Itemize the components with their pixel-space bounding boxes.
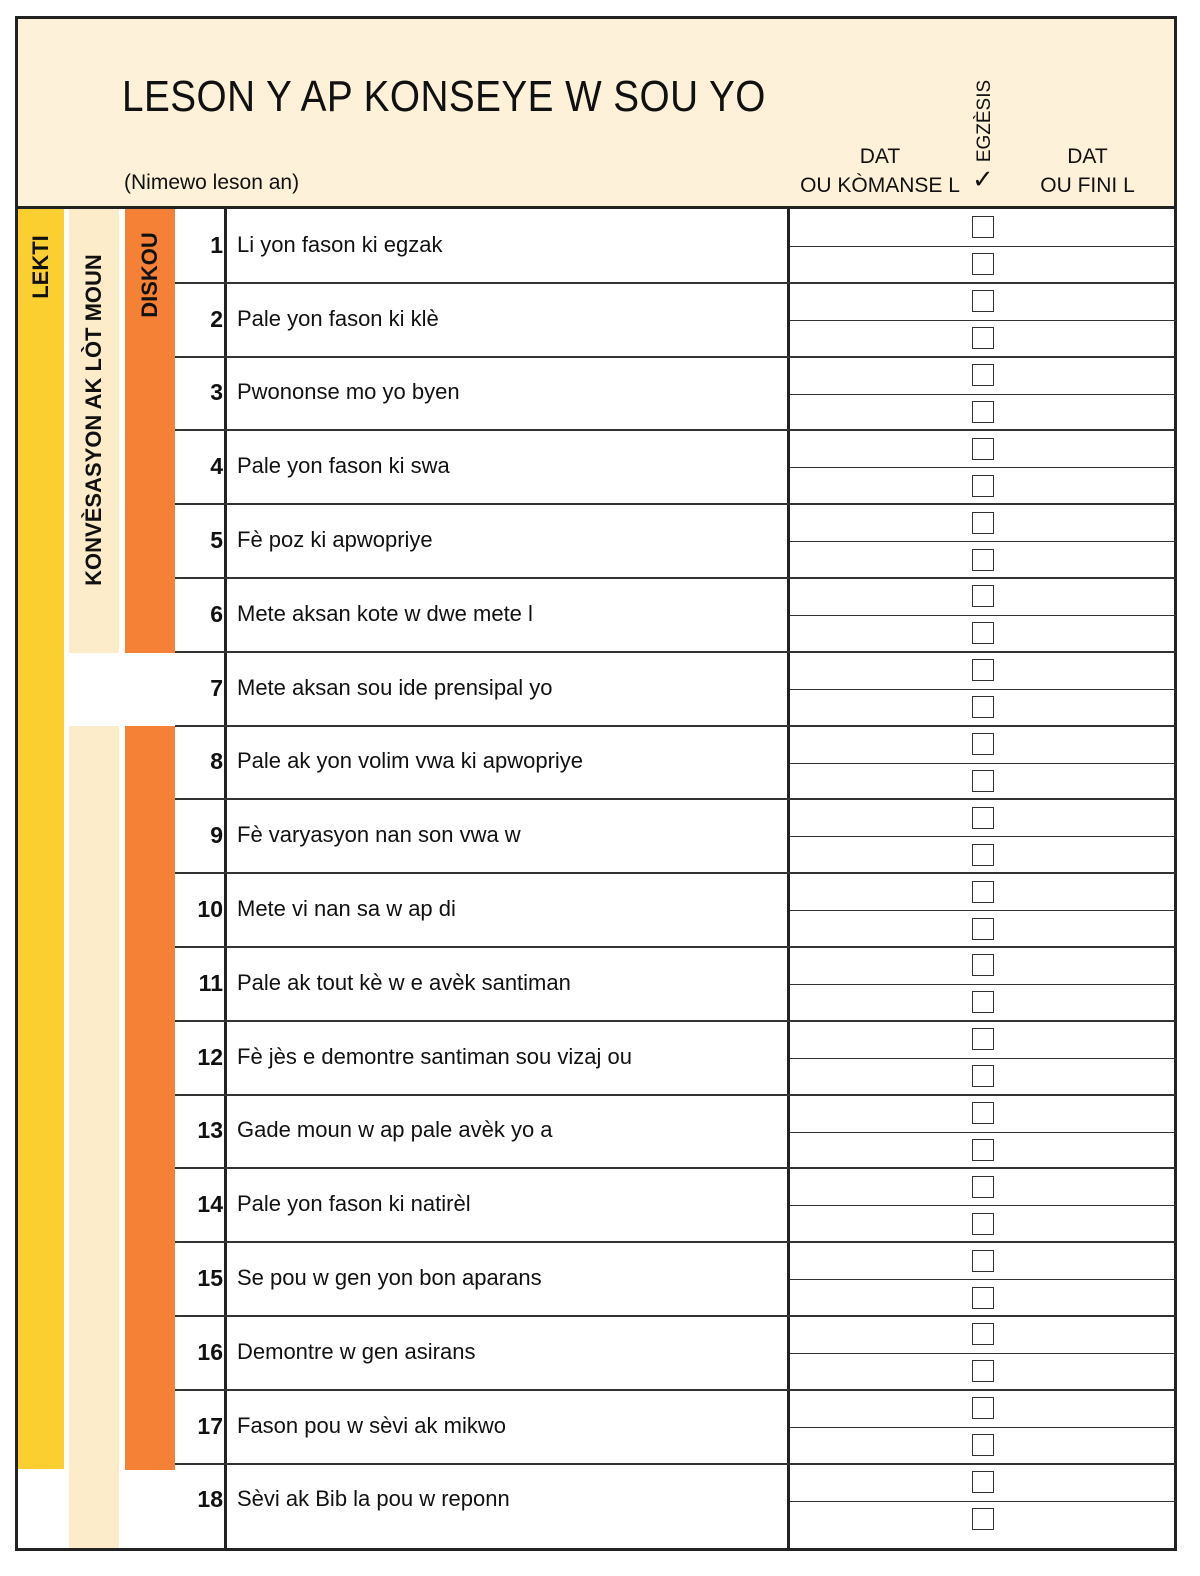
lesson-title: Fè varyasyon nan son vwa w: [237, 822, 521, 848]
exercise-checkbox[interactable]: [972, 1102, 994, 1124]
diskou-band-bottom: [125, 726, 175, 1470]
exercise-checkbox[interactable]: [972, 1176, 994, 1198]
exercise-checkbox[interactable]: [972, 1434, 994, 1456]
date-row-divider: [790, 541, 1176, 542]
diskou-label: DISKOU: [137, 232, 162, 318]
lesson-title: Gade moun w ap pale avèk yo a: [237, 1117, 553, 1143]
lesson-title: Pale ak yon volim vwa ki apwopriye: [237, 748, 584, 774]
lesson-number: 14: [197, 1191, 223, 1218]
date-row-divider: [790, 1132, 1176, 1133]
exercise-checkbox[interactable]: [972, 1028, 994, 1050]
date-row-divider: [790, 1427, 1176, 1428]
exercise-checkbox[interactable]: [972, 659, 994, 681]
lekti-label: LEKTI: [28, 235, 53, 299]
exercise-checkbox[interactable]: [972, 881, 994, 903]
exercise-checkbox[interactable]: [972, 1139, 994, 1161]
lesson-title: Li yon fason ki egzak: [237, 231, 443, 257]
date-row-divider: [790, 320, 1176, 321]
start-date-header-line1: DAT: [859, 145, 901, 168]
date-row-divider: [790, 984, 1176, 985]
date-row-divider: [790, 1058, 1176, 1059]
lesson-title: Mete aksan kote w dwe mete l: [237, 600, 533, 626]
date-row-divider: [790, 1205, 1176, 1206]
lesson-title: Pale yon fason ki natirèl: [237, 1191, 471, 1217]
exercise-checkbox[interactable]: [972, 475, 994, 497]
lesson-number: 3: [210, 379, 223, 406]
end-date-header-line2: OU FINI L: [1040, 174, 1135, 197]
checkmark-icon: ✓: [972, 164, 994, 194]
exercise-checkbox[interactable]: [972, 622, 994, 644]
lesson-title: Pale ak tout kè w e avèk santiman: [237, 969, 571, 995]
exercise-checkbox[interactable]: [972, 696, 994, 718]
exercise-checkbox[interactable]: [972, 918, 994, 940]
lesson-number: 12: [197, 1043, 223, 1070]
lesson-title: Mete aksan sou ide prensipal yo: [237, 674, 553, 700]
end-date-header: [1000, 142, 1175, 200]
exercise-checkbox[interactable]: [972, 585, 994, 607]
exercise-checkbox[interactable]: [972, 991, 994, 1013]
exercise-checkbox[interactable]: [972, 1250, 994, 1272]
lesson-number: 15: [197, 1265, 223, 1292]
exercise-checkbox[interactable]: [972, 1471, 994, 1493]
lesson-number: 9: [210, 822, 223, 849]
exercise-checkbox[interactable]: [972, 290, 994, 312]
diskou-band-top: [125, 209, 175, 653]
page-title: LESON Y AP KONSEYE W SOU YO: [122, 72, 766, 121]
exercise-checkbox[interactable]: [972, 512, 994, 534]
start-date-header: [790, 142, 970, 200]
exercise-checkbox[interactable]: [972, 401, 994, 423]
exercise-checkbox[interactable]: [972, 1213, 994, 1235]
date-row-divider: [790, 763, 1176, 764]
lesson-title: Fè poz ki apwopriye: [237, 527, 433, 553]
exercise-checkbox[interactable]: [972, 807, 994, 829]
exercise-checkbox[interactable]: [972, 216, 994, 238]
lesson-title: Pale yon fason ki swa: [237, 453, 450, 479]
lesson-number-label: (Nimewo leson an): [124, 171, 300, 194]
date-row-divider: [790, 394, 1176, 395]
exercise-checkbox[interactable]: [972, 253, 994, 275]
lesson-number: 7: [210, 674, 223, 701]
lesson-number: 10: [197, 896, 223, 923]
end-date-header-line1: DAT: [1067, 145, 1108, 168]
date-row-divider: [790, 1279, 1176, 1280]
lesson-number: 18: [197, 1486, 223, 1513]
lesson-title: Fè jès e demontre santiman sou vizaj ou: [237, 1043, 632, 1069]
exercise-checkbox[interactable]: [972, 1397, 994, 1419]
date-row-divider: [790, 615, 1176, 616]
lesson-title: Fason pou w sèvi ak mikwo: [237, 1412, 506, 1438]
date-row-divider: [790, 1501, 1176, 1502]
lesson-number: 2: [210, 305, 223, 332]
exercise-checkbox[interactable]: [972, 1508, 994, 1530]
exercise-checkbox[interactable]: [972, 438, 994, 460]
exercise-checkbox[interactable]: [972, 1065, 994, 1087]
date-row-divider: [790, 910, 1176, 911]
lesson-number: 11: [198, 969, 223, 996]
lesson-title: Pale yon fason ki klè: [237, 305, 439, 331]
lesson-number: 4: [210, 453, 223, 480]
exercise-checkbox[interactable]: [972, 733, 994, 755]
konvesasyon-band-top: [69, 209, 119, 653]
lesson-number: 16: [197, 1338, 223, 1365]
lesson-title: Pwononse mo yo byen: [237, 379, 460, 405]
lekti-band: [18, 209, 64, 1469]
lesson-number: 6: [210, 600, 223, 627]
lesson-title: Mete vi nan sa w ap di: [237, 896, 456, 922]
lesson-number: 13: [197, 1117, 223, 1144]
date-row-divider: [790, 246, 1176, 247]
exercise-checkbox[interactable]: [972, 327, 994, 349]
exercise-checkbox[interactable]: [972, 954, 994, 976]
lesson-number: 8: [210, 748, 223, 775]
lesson-title: Se pou w gen yon bon aparans: [237, 1265, 542, 1291]
exercise-checkbox[interactable]: [972, 1287, 994, 1309]
lesson-number: 17: [197, 1412, 223, 1439]
exercise-checkbox[interactable]: [972, 364, 994, 386]
lesson-number: 1: [210, 231, 223, 258]
konvesasyon-label: KONVÈSASYON AK LÒT MOUN: [81, 254, 106, 586]
date-row-divider: [790, 1353, 1176, 1354]
exercise-checkbox[interactable]: [972, 549, 994, 571]
lesson-title: Sèvi ak Bib la pou w reponn: [237, 1486, 510, 1512]
date-row-divider: [790, 467, 1176, 468]
exercise-checkbox[interactable]: [972, 1360, 994, 1382]
lesson-number: 5: [210, 527, 223, 554]
exercise-checkbox[interactable]: [972, 770, 994, 792]
lesson-title: Demontre w gen asirans: [237, 1338, 476, 1364]
exercise-header-label: EGZÈSIS: [974, 79, 995, 163]
exercise-checkbox[interactable]: [972, 844, 994, 866]
exercise-checkbox[interactable]: [972, 1323, 994, 1345]
date-row-divider: [790, 836, 1176, 837]
konvesasyon-band-bottom: [69, 726, 119, 1548]
exercise-header: [970, 78, 1000, 164]
start-date-header-line2: OU KÒMANSE L: [800, 174, 960, 197]
date-row-divider: [790, 689, 1176, 690]
